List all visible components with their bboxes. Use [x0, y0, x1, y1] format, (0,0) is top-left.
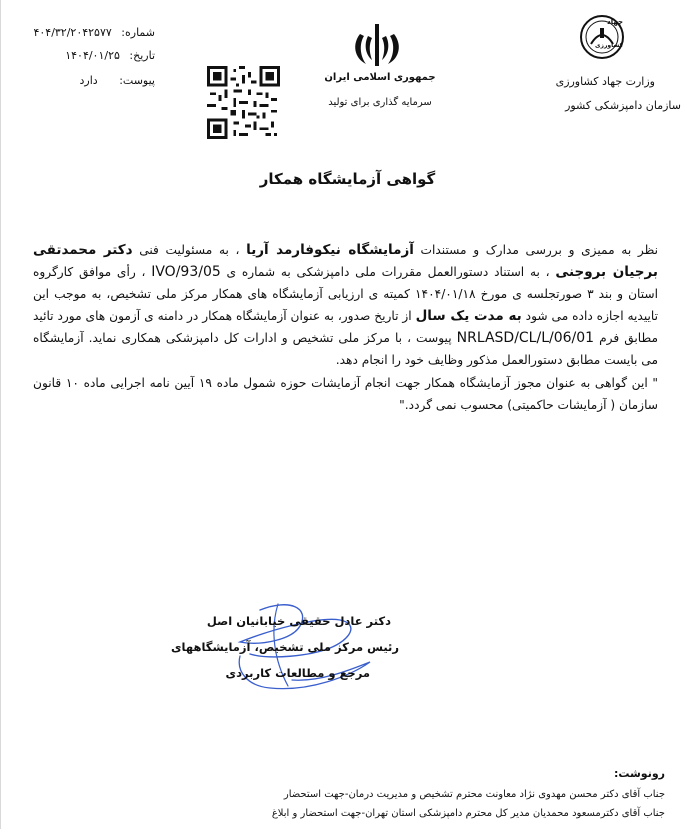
body-part-1: نظر به ممیزی و بررسی مدارک و مستندات	[413, 243, 658, 257]
attachment-value: دارد	[79, 74, 98, 87]
letter-date-value: ۱۴۰۴/۰۱/۲۵	[65, 49, 120, 62]
slogan: سرمایه گذاری برای تولید	[328, 97, 432, 108]
signatory-title-line-1: رئیس مرکز ملی تشخیص، آزمایشگاههای	[171, 640, 399, 654]
body-part-4: ، رأی موافق کارگروه استان و بند ۳ صورتجلسه ی مورخ ۱۴۰۴/۰۱/۱۸ کمیته ی ارزیابی آزمایشگاه های همکار مرکز ملی تشخیص، به موجب این تاییدیه اجازه داده می شود	[33, 265, 659, 324]
lab-name: آزمایشگاه نیکوفارمد آریا	[246, 242, 414, 258]
attachment-row	[80, 74, 155, 87]
attachment-label: پیوست:	[119, 74, 155, 87]
validity-duration: به مدت یک سال	[415, 308, 522, 325]
body-part-7: " این گواهی به عنوان مجوز آزمایشگاه همکار جهت انجام آزمایشات حوزه شمول ماده ۱۹ آیین نامه اجرایی ماده ۱۰ قانون سازمان ( آزمایشات حاکمیتی) محسوب نمی گردد."	[33, 375, 658, 412]
form-code: NRLASD/CL/L/06/01	[456, 330, 595, 347]
cc-item: جناب آقای دکترمسعود محمدیان مدیر کل محترم دامپزشکی استان تهران-جهت استحضار و ابلاغ	[271, 808, 665, 819]
body-part-5: از تاریخ صدور، به عنوان آزمایشگاه همکار در دامنه ی آزمون های مورد تائید مطابق فرم	[33, 309, 659, 346]
letter-date-row	[65, 49, 155, 62]
certificate-body	[33, 239, 658, 416]
letter-number-row	[33, 26, 155, 39]
page-edge-left	[0, 0, 1, 829]
letter-date-label: تاریخ:	[129, 49, 155, 62]
logo-text-bottom: کشاورزی	[595, 42, 623, 49]
cc-item: جناب آقای دکتر محسن مهدوی نژاد معاونت محترم تشخیص و مدیریت درمان-جهت استحضار	[283, 789, 665, 800]
qr-code-icon	[207, 66, 280, 139]
emblem-caption: جمهوری اسلامی ایران	[324, 72, 436, 83]
letter-number-label: شماره:	[121, 26, 155, 39]
logo-text-top: جهاد	[607, 18, 623, 26]
technical-manager: دکتر محمدتقی برجیان بروجنی	[33, 242, 658, 281]
ministry-name: وزارت جهاد کشاورزی	[555, 75, 655, 88]
signatory-title-line-2: مرجع و مطالعات کاربردی	[225, 666, 370, 680]
body-part-6: پیوست ، با مرکز ملی تشخیص و ادارات کل دامپزشکی همکاری نماید. آزمایشگاه می بایست مطابق دستورالعمل مذکور وظایف خود را انجام دهد.	[33, 331, 658, 368]
cc-label: رونوشت:	[613, 767, 665, 780]
iran-emblem-icon	[346, 20, 408, 70]
certificate-title: گواهی آزمایشگاه همکار	[259, 170, 436, 188]
body-part-2: ، به مسئولیت فنی	[132, 243, 247, 257]
letter-number-value: ۴۰۴/۳۲/۲۰۴۲۵۷۷	[33, 26, 112, 39]
organization-name: سازمان دامپزشکی کشور	[565, 99, 681, 112]
body-part-3: ، به استناد دستورالعمل مقررات ملی دامپزشکی به شماره ی	[220, 265, 556, 280]
instruction-code: IVO/93/05	[151, 264, 221, 281]
iran-emblem	[346, 20, 408, 70]
qr-code	[207, 66, 280, 139]
signatory-name: دکتر عادل حقیقی خیابانیان اصل	[206, 614, 391, 628]
